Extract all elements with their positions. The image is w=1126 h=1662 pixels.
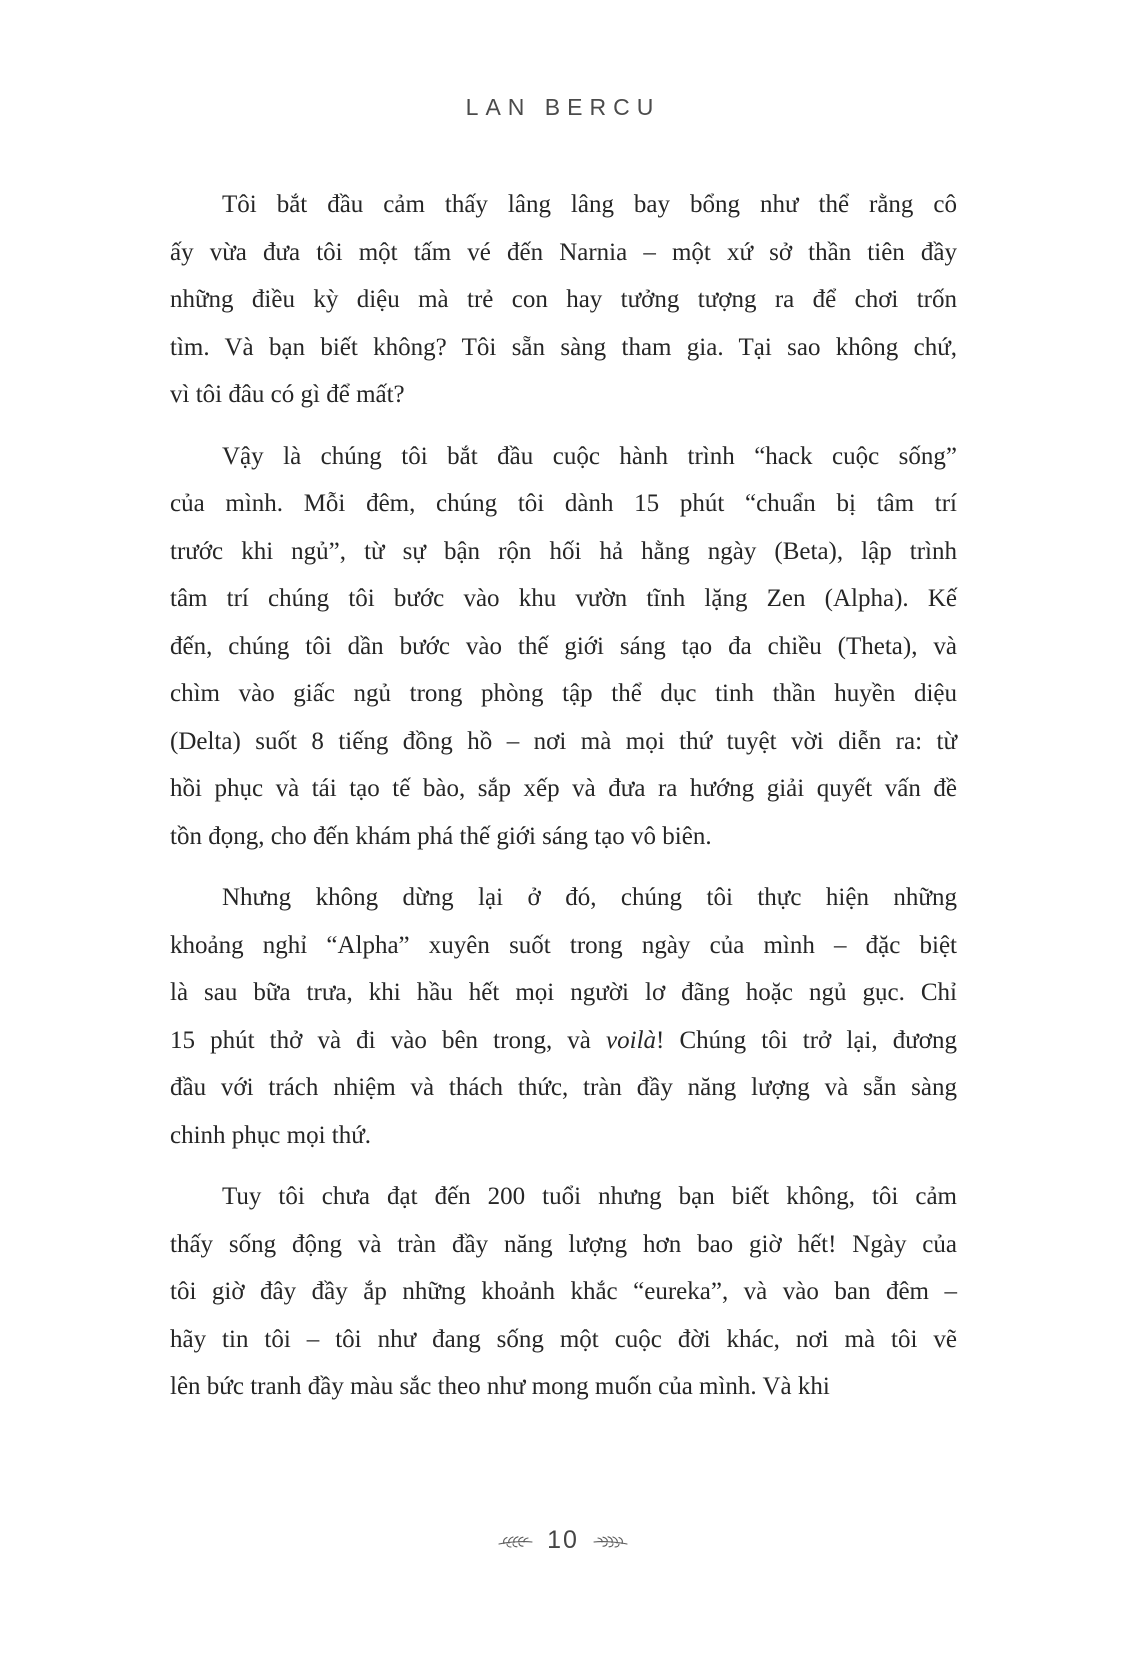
paragraph (170, 1173, 957, 1411)
text-line: vì tôi đâu có gì để mất? (170, 381, 405, 408)
text-line: tâm trí chúng tôi bước vào khu vườn tĩnh lặng Zen (Alpha). Kế (170, 585, 957, 612)
ornament-right-icon (593, 1533, 629, 1549)
text-line: chinh phục mọi thứ. (170, 1121, 372, 1149)
text-line: khoảng nghỉ “Alpha” xuyên suốt trong ngày của mình – đặc biệt (170, 931, 957, 959)
text-line: tôi giờ đây đầy ắp những khoảnh khắc “eureka”, và vào ban đêm – (170, 1278, 957, 1305)
text-line: thấy sống động và tràn đầy năng lượng hơn bao giờ hết! Ngày của (170, 1230, 957, 1258)
text-line: là sau bữa trưa, khi hầu hết mọi người lơ đãng hoặc ngủ gục. Chỉ (170, 979, 957, 1006)
text-line: hồi phục và tái tạo tế bào, sắp xếp và đưa ra hướng giải quyết vấn đề (170, 775, 957, 802)
text-line: Tuy tôi chưa đạt đến 200 tuổi nhưng bạn biết không, tôi cảm (222, 1183, 957, 1210)
text-line: đến, chúng tôi dần bước vào thế giới sáng tạo đa chiều (Theta), và (170, 632, 957, 660)
text-line: đầu với trách nhiệm và thách thức, tràn đầy năng lượng và sẵn sàng (170, 1074, 957, 1101)
text-line: tìm. Và bạn biết không? Tôi sẵn sàng tham gia. Tại sao không chứ, (170, 333, 957, 361)
text-line: Vậy là chúng tôi bắt đầu cuộc hành trình “hack cuộc sống” (222, 442, 957, 470)
paragraph (170, 874, 957, 1159)
page-number: 10 (547, 1526, 579, 1554)
paragraph (170, 181, 957, 419)
text-line: của mình. Mỗi đêm, chúng tôi dành 15 phút “chuẩn bị tâm trí (170, 490, 957, 517)
running-header: LAN BERCU (465, 94, 661, 120)
paragraph (170, 433, 957, 861)
text-line: Nhưng không dừng lại ở đó, chúng tôi thực hiện những (222, 884, 957, 911)
ornament-left-icon (497, 1533, 533, 1549)
page-footer (0, 1526, 1126, 1555)
text-line: 15 phút thở và đi vào bên trong, và voilà! Chúng tôi trở lại, đương (170, 1026, 958, 1054)
text-line: hãy tin tôi – tôi như đang sống một cuộc đời khác, nơi mà tôi vẽ (170, 1325, 957, 1353)
text-line: Tôi bắt đầu cảm thấy lâng lâng bay bổng như thể rằng cô (222, 191, 957, 218)
text-line: tồn đọng, cho đến khám phá thế giới sáng tạo vô biên. (170, 822, 712, 850)
text-line: trước khi ngủ”, từ sự bận rộn hối hả hằng ngày (Beta), lập trình (170, 537, 957, 565)
text-line: những điều kỳ diệu mà trẻ con hay tưởng tượng ra để chơi trốn (170, 286, 957, 313)
text-line: chìm vào giấc ngủ trong phòng tập thể dục tinh thần huyền diệu (170, 680, 957, 707)
text-line: lên bức tranh đầy màu sắc theo như mong muốn của mình. Và khi (170, 1373, 830, 1400)
text-line: (Delta) suốt 8 tiếng đồng hồ – nơi mà mọi thứ tuyệt vời diễn ra: từ (170, 727, 957, 755)
text-line: ấy vừa đưa tôi một tấm vé đến Narnia – một xứ sở thần tiên đầy (170, 238, 957, 266)
body-text (170, 181, 957, 1411)
